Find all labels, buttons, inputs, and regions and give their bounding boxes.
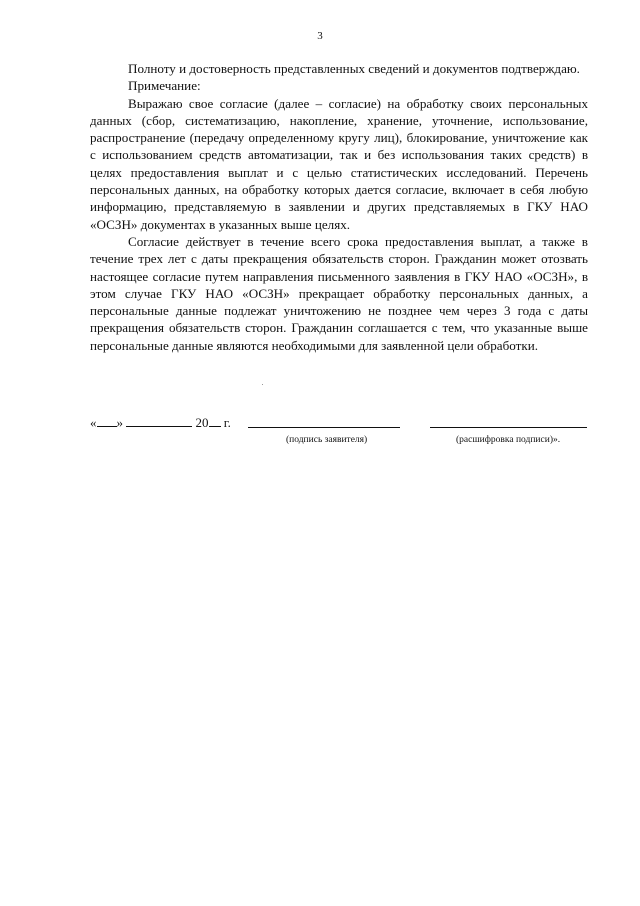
consent-paragraph: Выражаю свое согласие (далее – согласие) на обработку своих персональных данных (сбор, систематизацию, накопление, хранение, уточнение, использование, распространение (передачу определенному кругу лиц), блокирование, уничтожение как с использованием средств автоматизации, так и без использования таких средств) в целях предоставления выплат и с целью статистических исследований. Перечень персональных данных, на обработку которых дается согласие, включает в себя любую информацию, представляемую в заявлении и других представляемых в ГКУ НАО «ОСЗН» документах в указанных выше целях. [90, 95, 588, 232]
applicant-signature-line[interactable] [248, 427, 400, 428]
day-blank[interactable] [97, 414, 117, 427]
date-open-quote: « [90, 415, 97, 430]
date-close-quote: » [116, 415, 123, 430]
page-number: 3 [317, 30, 323, 42]
year-prefix: 20 [195, 415, 209, 430]
month-blank[interactable] [126, 414, 192, 427]
date-field [90, 414, 231, 431]
signature-decoding-line[interactable] [430, 427, 587, 428]
consent-validity-paragraph: Согласие действует в течение всего срока предоставления выплат, а также в течение трех лет с даты прекращения обязательств сторон. Гражданин может отозвать настоящее согласие путем направления письменного заявления в ГКУ НАО «ОСЗН», в этом случае ГКУ НАО «ОСЗН» прекращает обработку персональных данных, а персональные данные подлежат уничтожению не позднее чем через 3 года с даты прекращения обязательств сторон. Гражданин соглашается с тем, что указанные выше персональные данные являются необходимыми для заявленной цели обработки. [90, 233, 588, 353]
signature-decoding-caption: (расшифровка подписи)». [456, 435, 561, 445]
signature-row [90, 414, 588, 454]
scan-speck [262, 384, 263, 385]
note-heading: Примечание: [128, 78, 201, 94]
year-blank[interactable] [209, 414, 221, 427]
confirmation-paragraph: Полноту и достоверность представленных сведений и документов подтверждаю. [128, 61, 580, 76]
year-suffix: г. [223, 415, 231, 430]
applicant-signature-caption: (подпись заявителя) [286, 435, 368, 445]
document-body [90, 60, 588, 354]
